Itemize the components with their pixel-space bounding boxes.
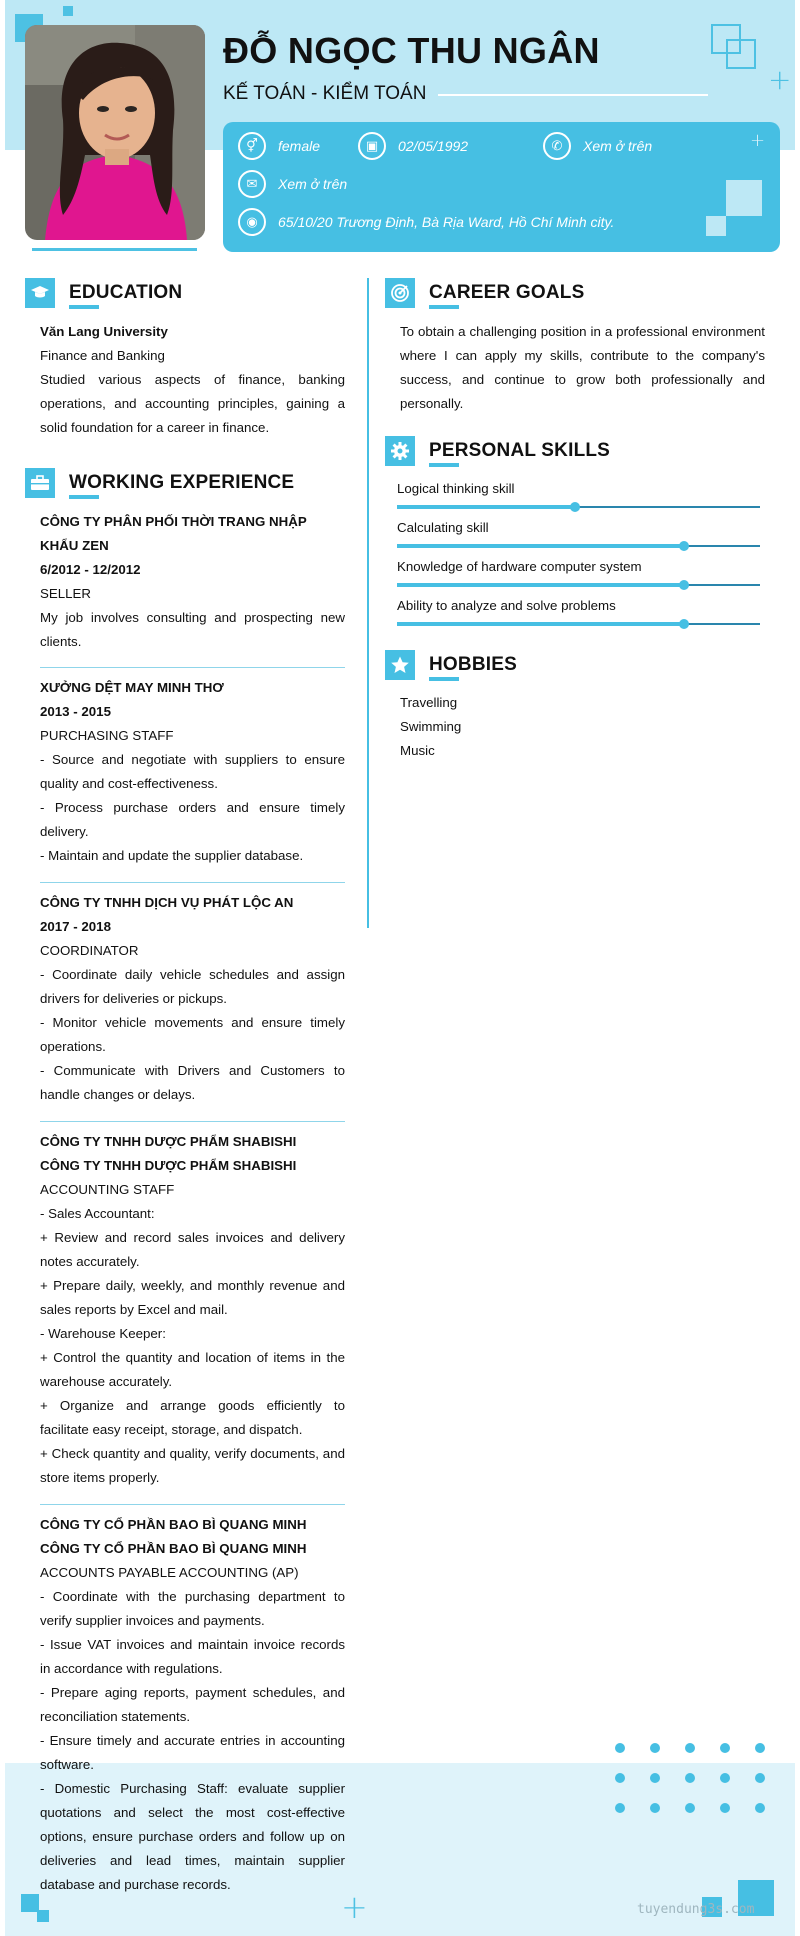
job-line: + Prepare daily, weekly, and monthly revenue and sales reports by Excel and mail. [40, 1278, 345, 1317]
plus-icon: + [768, 63, 792, 96]
skill-label: Calculating skill [397, 520, 489, 535]
skill-fill [397, 583, 684, 587]
gender-value: female [278, 138, 321, 154]
hobby-item: Travelling [400, 695, 458, 710]
decor-square [63, 6, 73, 16]
resume-page [5, 0, 795, 1936]
decor-square [706, 216, 726, 236]
job-line: + Review and record sales invoices and delivery notes accurately. [40, 1230, 345, 1269]
education-title: EDUCATION [69, 282, 183, 303]
job-entry [40, 1513, 345, 1897]
career-goals-heading [385, 278, 584, 308]
skills-title: PERSONAL SKILLS [429, 440, 611, 461]
education-title-bar [69, 305, 99, 309]
watermark: tuyendung3s.com [637, 1902, 755, 1917]
hobby-item: Music [400, 743, 435, 758]
career-goals-text: To obtain a challenging position in a professional environment where I can apply my skills, contribute to the company's success, and continue to grow both professionally and personally. [400, 324, 765, 411]
skill-label: Ability to analyze and solve problems [397, 598, 616, 613]
job-separator [40, 667, 345, 668]
job-separator [40, 882, 345, 883]
job-separator [40, 1121, 345, 1122]
skill-track [397, 584, 760, 586]
job-position: ACCOUNTS PAYABLE ACCOUNTING (AP) [40, 1565, 299, 1580]
skill-track [397, 506, 760, 508]
education-major: Finance and Banking [40, 348, 165, 363]
email-value: Xem ở trên [278, 176, 348, 192]
job-company: CÔNG TY TNHH DỊCH VỤ PHÁT LỘC AN [40, 895, 294, 910]
skill-fill [397, 544, 684, 548]
contact-birthday [358, 132, 468, 160]
job-company: CÔNG TY TNHH DƯỢC PHẨM SHABISHI [40, 1134, 297, 1149]
job-line: + Organize and arrange goods efficiently to facilitate easy receipt, storage, and dispatch. [40, 1398, 345, 1437]
job-line: - Prepare aging reports, payment schedules, and reconciliation statements. [40, 1685, 345, 1724]
skill-track [397, 623, 760, 625]
hobbies-title-bar [429, 677, 459, 681]
job-period: 2013 - 2015 [40, 704, 111, 719]
career-goals-title: CAREER GOALS [429, 282, 585, 303]
contact-email [238, 170, 347, 198]
location-icon: ◉ [238, 208, 266, 236]
job-line: - Monitor vehicle movements and ensure timely operations. [40, 1015, 345, 1054]
hobbies-heading [385, 650, 517, 680]
contact-gender [238, 132, 320, 160]
phone-icon: ✆ [543, 132, 571, 160]
gear-icon [385, 436, 415, 466]
education-heading [25, 278, 182, 308]
skill-fill [397, 622, 684, 626]
job-company: CÔNG TY CỔ PHẦN BAO BÌ QUANG MINH [40, 1517, 307, 1532]
decor-outline-square [726, 39, 756, 69]
decor-square [726, 180, 762, 216]
job-line: - Warehouse Keeper: [40, 1326, 166, 1341]
experience-title: WORKING EXPERIENCE [69, 472, 295, 493]
calendar-icon: ▣ [358, 132, 386, 160]
job-line: - Communicate with Drivers and Customers to handle changes or delays. [40, 1063, 345, 1102]
skill-handle [679, 619, 689, 629]
skill-handle [570, 502, 580, 512]
mail-icon: ✉ [238, 170, 266, 198]
education-description: Studied various aspects of finance, banking operations, and accounting principles, gaining a solid foundation for a career in finance. [40, 372, 345, 435]
job-separator [40, 1504, 345, 1505]
skill-label: Knowledge of hardware computer system [397, 559, 642, 574]
job-line: - Issue VAT invoices and maintain invoice records in accordance with regulations. [40, 1637, 345, 1676]
hobby-item: Swimming [400, 719, 462, 734]
skill-handle [679, 580, 689, 590]
job-entry [40, 891, 345, 1107]
job-line: - Domestic Purchasing Staff: evaluate supplier quotations and select the most cost-effective options, ensure purchase orders and follow up on deliveries and lead times, maintain supplier database and purchase records. [40, 1781, 345, 1892]
phone-value: Xem ở trên [583, 138, 653, 154]
job-line: - Coordinate daily vehicle schedules and assign drivers for deliveries or pickups. [40, 967, 345, 1006]
plus-icon: + [750, 130, 766, 151]
job-line: + Control the quantity and location of items in the warehouse accurately. [40, 1350, 345, 1389]
address-value: 65/10/20 Trương Định, Bà Rịa Ward, Hồ Chí Minh city. [278, 214, 615, 230]
job-period: 6/2012 - 12/2012 [40, 562, 141, 577]
job-position: ACCOUNTING STAFF [40, 1182, 175, 1197]
job-company: CÔNG TY PHÂN PHỐI THỜI TRANG NHẬP KHẨU ZEN [40, 514, 307, 553]
job-position: PURCHASING STAFF [40, 728, 174, 743]
job-line: - Source and negotiate with suppliers to ensure quality and cost-effectiveness. [40, 752, 345, 791]
star-icon [385, 650, 415, 680]
contact-address [238, 208, 614, 236]
job-line: - Process purchase orders and ensure timely delivery. [40, 800, 345, 839]
job-line: - Sales Accountant: [40, 1206, 155, 1221]
plus-icon: + [341, 1888, 368, 1926]
contact-phone [543, 132, 652, 160]
column-divider [367, 278, 369, 928]
experience-heading [25, 468, 294, 498]
birthday-value: 02/05/1992 [398, 138, 469, 154]
skill-track [397, 545, 760, 547]
job-line: + Check quantity and quality, verify documents, and store items properly. [40, 1446, 345, 1485]
skill-handle [679, 541, 689, 551]
job-company: XƯỞNG DỆT MAY MINH THƠ [40, 680, 224, 695]
role-divider [438, 94, 708, 96]
job-line: My job involves consulting and prospecting new clients. [40, 610, 345, 649]
skills-heading [385, 436, 610, 466]
job-line: - Coordinate with the purchasing department to verify supplier invoices and payments. [40, 1589, 345, 1628]
candidate-role: KẾ TOÁN - KIỂM TOÁN [223, 83, 427, 104]
job-entry [40, 510, 345, 654]
career-goals-title-bar [429, 305, 459, 309]
skills-title-bar [429, 463, 459, 467]
hobbies-list [400, 691, 700, 763]
job-entry [40, 676, 345, 868]
hobbies-title: HOBBIES [429, 654, 517, 675]
job-position: SELLER [40, 586, 91, 601]
experience-title-bar [69, 495, 99, 499]
job-period: 2017 - 2018 [40, 919, 111, 934]
photo-underline [32, 248, 197, 251]
job-period: CÔNG TY CỔ PHẦN BAO BÌ QUANG MINH [40, 1541, 307, 1556]
job-period: CÔNG TY TNHH DƯỢC PHẨM SHABISHI [40, 1158, 297, 1173]
skill-fill [397, 505, 575, 509]
education-school: Văn Lang University [40, 324, 168, 339]
contact-box [223, 122, 780, 252]
briefcase-icon [25, 468, 55, 498]
job-position: COORDINATOR [40, 943, 139, 958]
job-line: - Ensure timely and accurate entries in accounting software. [40, 1733, 345, 1772]
target-icon [385, 278, 415, 308]
profile-photo [25, 25, 205, 240]
gender-icon: ⚥ [238, 132, 266, 160]
decor-square [37, 1910, 49, 1922]
job-entry [40, 1130, 345, 1490]
candidate-name: ĐỖ NGỌC THU NGÂN [223, 30, 600, 71]
job-line: - Maintain and update the supplier database. [40, 848, 304, 863]
graduation-cap-icon [25, 278, 55, 308]
skill-label: Logical thinking skill [397, 481, 515, 496]
